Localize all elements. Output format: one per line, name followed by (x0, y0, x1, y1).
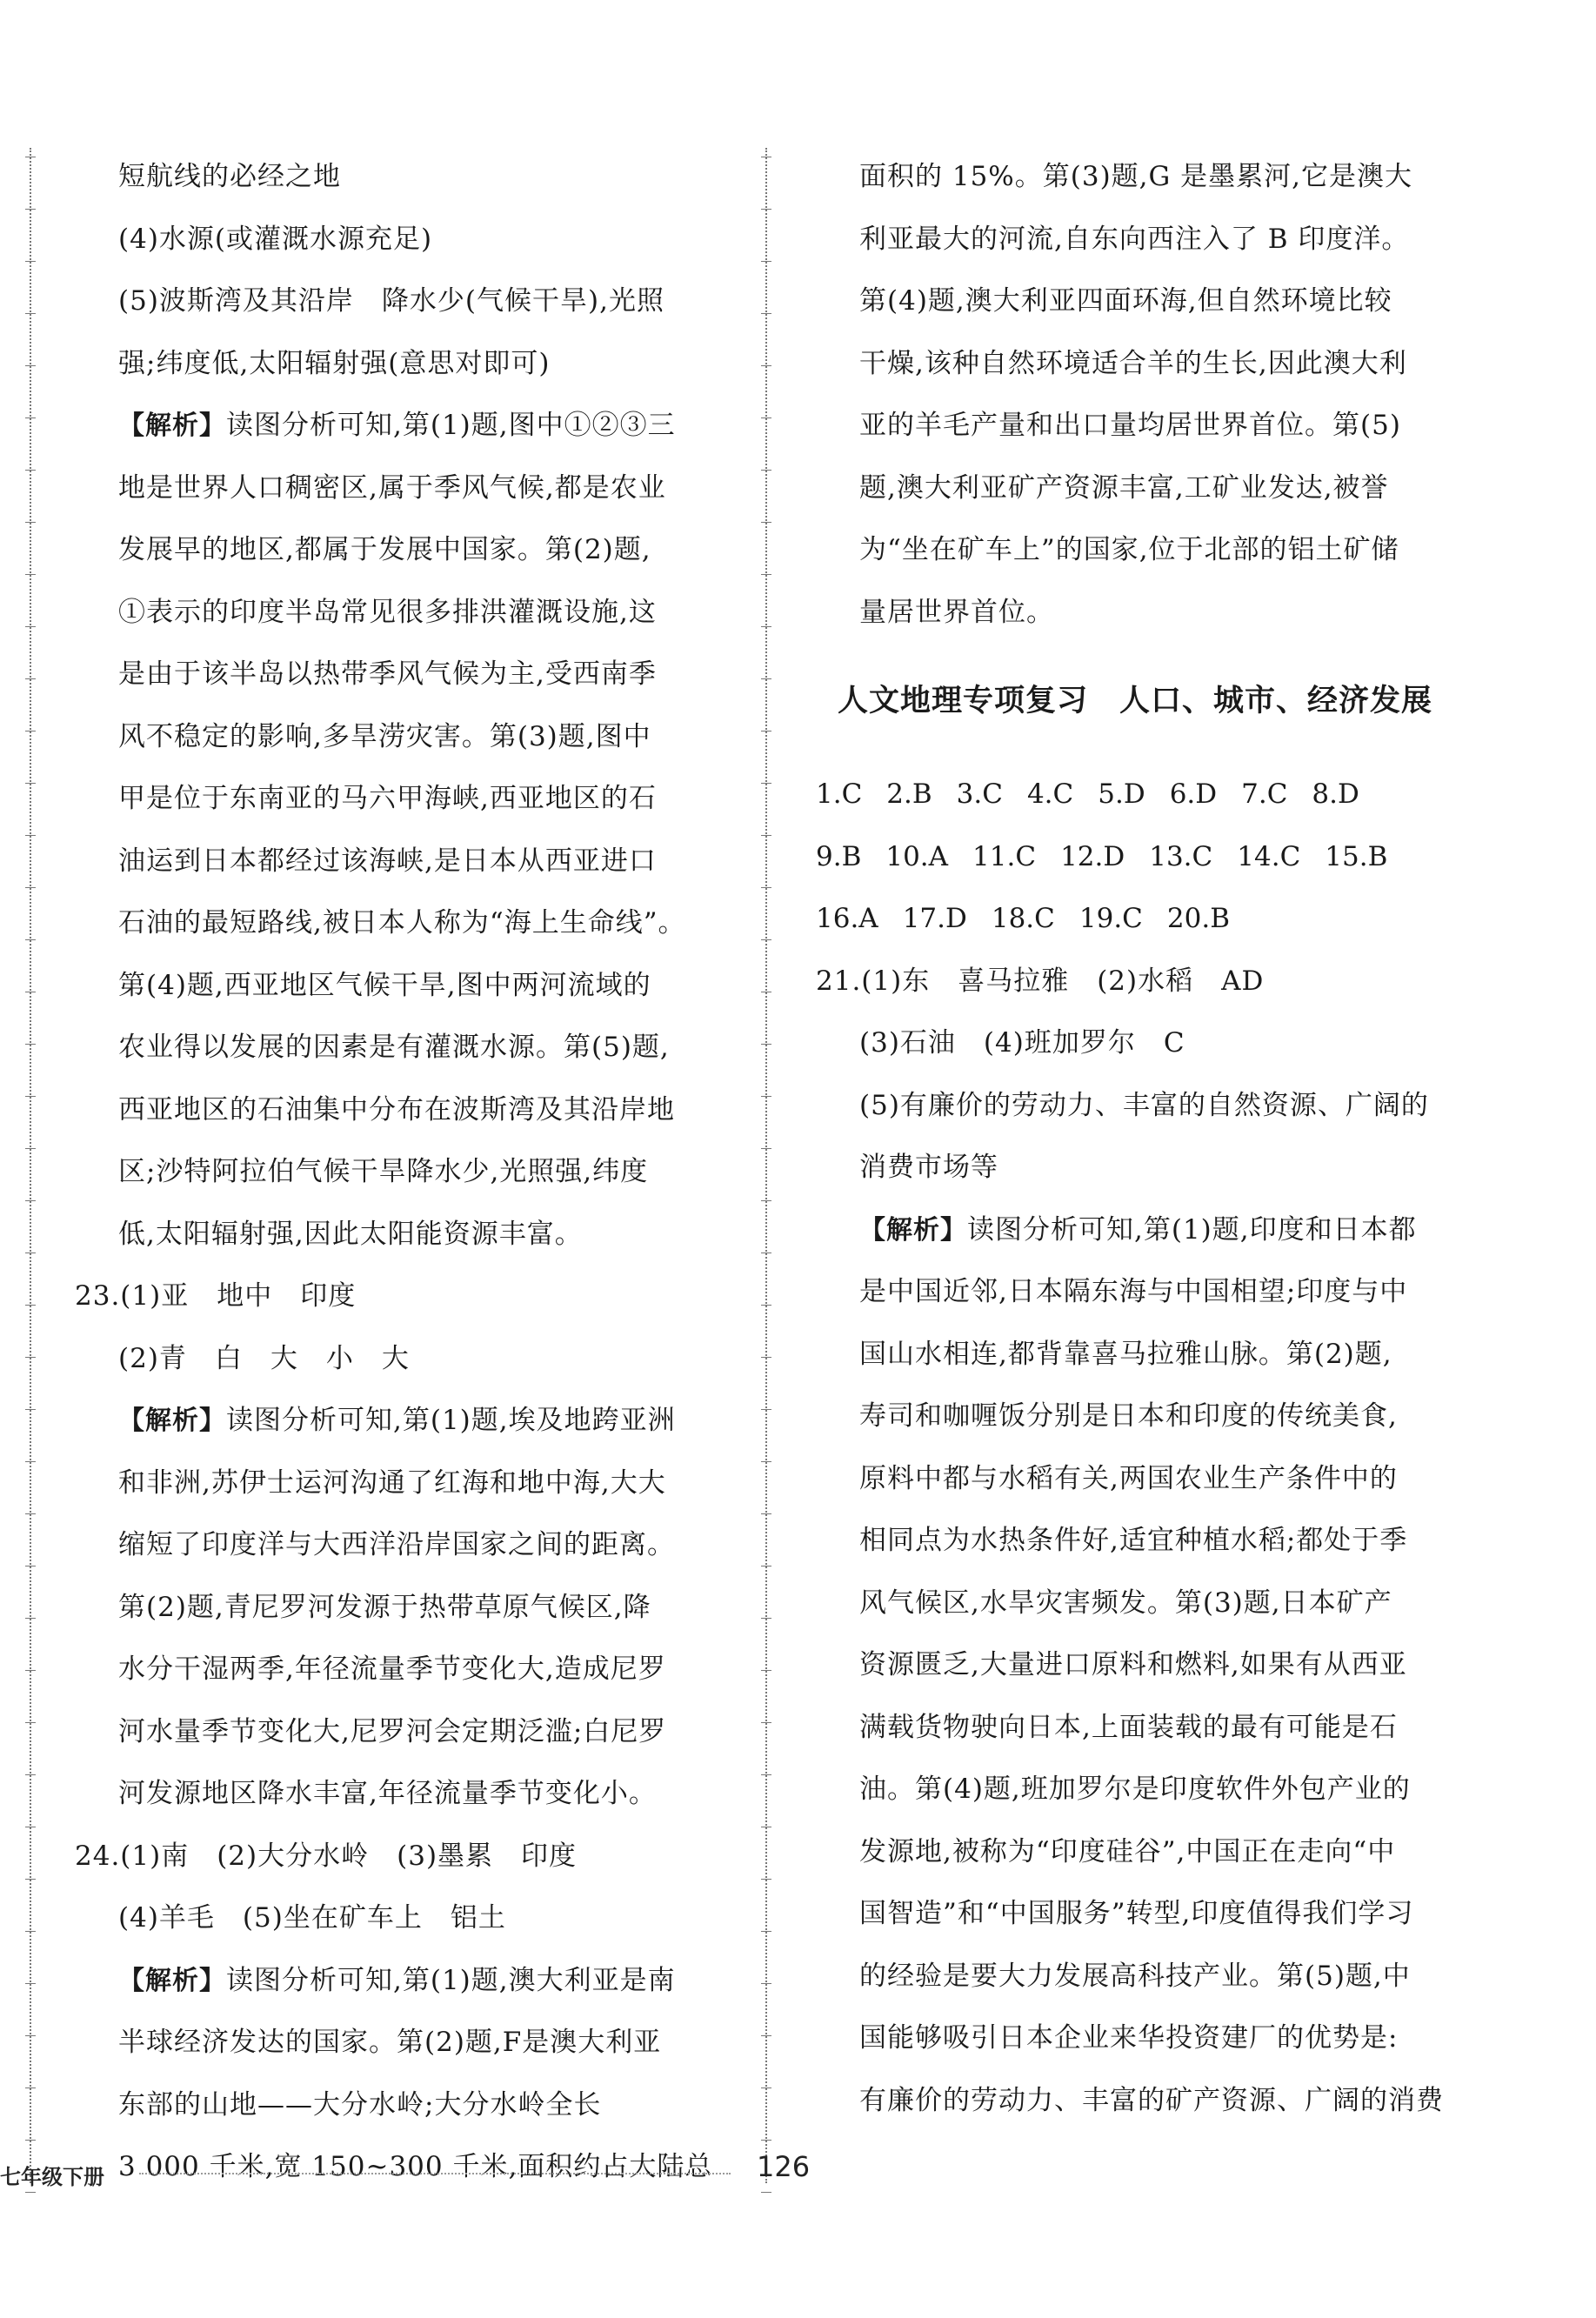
gutter-tick (761, 1200, 771, 1201)
gutter-tick (25, 783, 36, 784)
gutter-tick (25, 1461, 36, 1462)
text-line: 强;纬度低,太阳辐射强(意思对即可) (118, 347, 551, 379)
analysis-tag: 【解析】 (118, 1406, 226, 1436)
gutter-tick (25, 1670, 36, 1671)
text-line: 国山水相连,都背靠喜马拉雅山脉。第(2)题, (859, 1338, 1392, 1370)
gutter-tick (25, 1357, 36, 1358)
gutter-tick (761, 626, 771, 627)
text-line: (3)石油 (4)班加罗尔 C (859, 1027, 1185, 1059)
left-binding-margin (30, 148, 31, 2183)
answer-item: 13.C (1149, 840, 1213, 872)
left-column (75, 146, 718, 2199)
gutter-tick (25, 1305, 36, 1306)
text-line: 有廉价的劳动力、丰富的矿产资源、广阔的消费 (859, 2084, 1444, 2116)
gutter-tick (25, 261, 36, 262)
text-line: 短航线的必经之地 (118, 161, 341, 192)
text-line: 国智造”和“中国服务”转型,印度值得我们学习 (859, 1898, 1414, 1929)
answer-row (816, 826, 1459, 889)
text-line: 油。第(4)题,班加罗尔是印度软件外包产业的 (859, 1774, 1411, 1805)
text-line: 为“坐在矿车上”的国家,位于北部的铝土矿储 (859, 534, 1399, 565)
gutter-tick (25, 1879, 36, 1880)
gutter-tick (25, 835, 36, 836)
gutter-tick (761, 887, 771, 888)
gutter-tick (25, 522, 36, 523)
gutter-tick (761, 835, 771, 836)
analysis-line: 【解析】读图分析可知,第(1)题,澳大利亚是南 (118, 1964, 676, 1996)
answer-item: 4.C (1026, 778, 1074, 810)
text-line: 河发源地区降水丰富,年径流量季节变化小。 (118, 1778, 657, 1809)
gutter-tick (761, 939, 771, 940)
text-line: 低,太阳辐射强,因此太阳能资源丰富。 (118, 1218, 583, 1250)
gutter-tick (25, 939, 36, 940)
gutter-tick (761, 1774, 771, 1775)
text-line: 第(4)题,澳大利亚四面环海,但自然环境比较 (859, 285, 1392, 317)
section-heading: 人文地理专项复习 人口、城市、经济发展 (838, 684, 1433, 718)
text-line: 是中国近邻,日本隔东海与中国相望;印度与中 (859, 1276, 1408, 1307)
text-line: (5)有廉价的劳动力、丰富的自然资源、广阔的 (859, 1089, 1429, 1121)
answer-item: 20.B (1166, 903, 1230, 934)
text-line: 的经验是要大力发展高科技产业。第(5)题,中 (859, 1960, 1411, 1992)
answer-item: 15.B (1325, 840, 1388, 872)
gutter-tick (761, 1513, 771, 1514)
text-line: 区;沙特阿拉伯气候干旱降水少,光照强,纬度 (118, 1156, 649, 1187)
text-line: 甲是位于东南亚的马六甲海峡,西亚地区的石 (118, 783, 657, 814)
gutter-tick (761, 1983, 771, 1984)
text-line: 水分干湿两季,年径流量季节变化大,造成尼罗 (118, 1653, 666, 1685)
text-line: 国能够吸引日本企业来华投资建厂的优势是: (859, 2022, 1399, 2054)
gutter-tick (761, 1670, 771, 1671)
text-line: 是由于该半岛以热带季风气候为主,受西南季 (118, 658, 657, 690)
answer-row (816, 764, 1459, 826)
gutter-tick (761, 783, 771, 784)
text-line: (4)羊毛 (5)坐在矿车上 铝土 (118, 1902, 506, 1934)
answer-item: 18.C (991, 903, 1055, 934)
text-line: 3 000 千米,宽 150~300 千米,面积约占大陆总 (118, 2151, 713, 2182)
text-line: 风气候区,水旱灾害频发。第(3)题,日本矿产 (859, 1587, 1392, 1619)
text-line: 东部的山地——大分水岭;大分水岭全长 (118, 2088, 602, 2121)
gutter-tick (25, 1200, 36, 1201)
question-23-answer: 23.(1)亚 地中 印度 (75, 1280, 357, 1312)
text-line: 农业得以发展的因素是有灌溉水源。第(5)题, (118, 1032, 670, 1063)
answer-item: 2.B (886, 778, 932, 810)
question-24-answer: 24.(1)南 (2)大分水岭 (3)墨累 印度 (75, 1840, 578, 1872)
footer-divider (139, 2173, 731, 2174)
text-line: 发源地,被称为“印度硅谷”,中国正在走向“中 (859, 1835, 1396, 1867)
answer-item: 9.B (816, 840, 862, 872)
text-line: 第(2)题,青尼罗河发源于热带草原气候区,降 (118, 1591, 651, 1623)
text-line: 石油的最短路线,被日本人称为“海上生命线”。 (118, 907, 686, 939)
gutter-tick (761, 574, 771, 575)
gutter-tick (761, 209, 771, 210)
analysis-line: 【解析】读图分析可知,第(1)题,埃及地跨亚洲 (118, 1405, 676, 1436)
gutter-tick (761, 1357, 771, 1358)
column-divider (765, 148, 767, 2183)
analysis-line: 【解析】读图分析可知,第(1)题,图中①②③三 (118, 410, 676, 441)
text-line: (2)青 白 大 小 大 (118, 1342, 410, 1374)
grade-label: 七年级下册 (0, 2165, 104, 2189)
gutter-tick (761, 1148, 771, 1149)
text-line: 和非洲,苏伊士运河沟通了红海和地中海,大大 (118, 1466, 666, 1499)
gutter-tick (25, 1513, 36, 1514)
gutter-tick (761, 678, 771, 679)
text-line: 河水量季节变化大,尼罗河会定期泛滥;白尼罗 (118, 1715, 667, 1747)
answer-item: 16.A (816, 903, 878, 934)
answer-item: 5.D (1098, 778, 1145, 810)
answer-item: 1.C (816, 778, 863, 810)
gutter-tick (761, 1044, 771, 1045)
gutter-tick (761, 1879, 771, 1880)
answer-row (816, 888, 1459, 951)
text-line: 利亚最大的河流,自东向西注入了 B 印度洋。 (859, 223, 1410, 255)
text-line: 量居世界首位。 (859, 596, 1054, 628)
gutter-tick (761, 261, 771, 262)
gutter-tick (25, 1618, 36, 1619)
gutter-tick (25, 1148, 36, 1149)
gutter-tick (25, 574, 36, 575)
gutter-tick (25, 2035, 36, 2036)
answer-item: 17.D (902, 903, 967, 934)
text-line: 相同点为水热条件好,适宜种植水稻;都处于季 (859, 1525, 1408, 1556)
answer-item: 6.D (1169, 778, 1218, 810)
gutter-tick (761, 365, 771, 366)
text-line: (5)波斯湾及其沿岸 降水少(气候干旱),光照 (118, 285, 664, 317)
analysis-tag: 【解析】 (118, 1965, 226, 1996)
gutter-tick (761, 1096, 771, 1097)
text-line: 风不稳定的影响,多旱涝灾害。第(3)题,图中 (118, 720, 651, 752)
text-line: 西亚地区的石油集中分布在波斯湾及其沿岸地 (118, 1093, 675, 1126)
answer-item: 8.D (1312, 778, 1359, 810)
gutter-tick (25, 470, 36, 471)
gutter-tick (25, 1096, 36, 1097)
text-line: (4)水源(或灌溉水源充足) (118, 223, 433, 255)
text-line: 半球经济发达的国家。第(2)题,F是澳大利亚 (118, 2027, 662, 2058)
gutter-tick (25, 1983, 36, 1984)
text-line: 亚的羊毛产量和出口量均居世界首位。第(5) (859, 410, 1401, 441)
text-line: 发展早的地区,都属于发展中国家。第(2)题, (118, 534, 651, 565)
answer-item: 14.C (1237, 840, 1301, 872)
gutter-tick (761, 522, 771, 523)
text-line: ①表示的印度半岛常见很多排洪灌溉设施,这 (118, 596, 657, 628)
text-line: 寿司和咖喱饭分别是日本和印度的传统美食, (859, 1400, 1398, 1432)
gutter-tick (761, 1618, 771, 1619)
gutter-tick (25, 209, 36, 210)
multiple-choice-answers (816, 764, 1459, 951)
text-line: 地是世界人口稠密区,属于季风气候,都是农业 (118, 471, 666, 504)
text-line: 原料中都与水稻有关,两国农业生产条件中的 (859, 1462, 1398, 1494)
gutter-tick (25, 678, 36, 679)
question-21-answer: 21.(1)东 喜马拉雅 (2)水稻 AD (816, 965, 1265, 997)
text-line: 缩短了印度洋与大西洋沿岸国家之间的距离。 (118, 1529, 675, 1560)
gutter-tick (761, 1722, 771, 1723)
analysis-line: 【解析】读图分析可知,第(1)题,印度和日本都 (859, 1213, 1417, 1246)
gutter-tick (761, 470, 771, 471)
gutter-tick (761, 2192, 771, 2193)
gutter-tick (25, 1409, 36, 1410)
gutter-tick (761, 2035, 771, 2036)
gutter-tick (761, 1409, 771, 1410)
gutter-tick (25, 1931, 36, 1932)
analysis-tag: 【解析】 (859, 1214, 967, 1246)
gutter-tick (25, 1044, 36, 1045)
gutter-tick (25, 887, 36, 888)
gutter-tick (25, 365, 36, 366)
gutter-tick (25, 626, 36, 627)
answer-item: 19.C (1078, 903, 1143, 934)
answer-item: 12.D (1060, 840, 1125, 872)
text-line: 第(4)题,西亚地区气候干旱,图中两河流域的 (118, 969, 651, 1001)
gutter-tick (761, 313, 771, 314)
gutter-tick (25, 2140, 36, 2141)
text-line: 干燥,该种自然环境适合羊的生长,因此澳大利 (859, 347, 1407, 379)
gutter-tick (761, 1461, 771, 1462)
gutter-tick (761, 1305, 771, 1306)
answer-item: 7.C (1241, 778, 1288, 810)
page-number: 126 (757, 2150, 811, 2183)
gutter-tick (25, 313, 36, 314)
right-column (816, 146, 1459, 2132)
answer-item: 3.C (956, 778, 1003, 810)
text-line: 满载货物驶向日本,上面装载的最有可能是石 (859, 1711, 1398, 1743)
gutter-tick (25, 1774, 36, 1775)
answer-item: 11.C (972, 840, 1037, 872)
gutter-tick (25, 2192, 36, 2193)
analysis-tag: 【解析】 (118, 411, 226, 441)
gutter-tick (25, 1722, 36, 1723)
text-line: 油运到日本都经过该海峡,是日本从西亚进口 (118, 845, 657, 877)
text-line: 资源匮乏,大量进口原料和燃料,如果有从西亚 (859, 1649, 1407, 1680)
text-line: 面积的 15%。第(3)题,G 是墨累河,它是澳大 (859, 161, 1412, 192)
gutter-tick (761, 1931, 771, 1932)
text-line: 题,澳大利亚矿产资源丰富,工矿业发达,被誉 (859, 471, 1389, 504)
text-line: 消费市场等 (859, 1152, 998, 1183)
gutter-tick (761, 2140, 771, 2141)
answer-item: 10.A (885, 840, 949, 872)
